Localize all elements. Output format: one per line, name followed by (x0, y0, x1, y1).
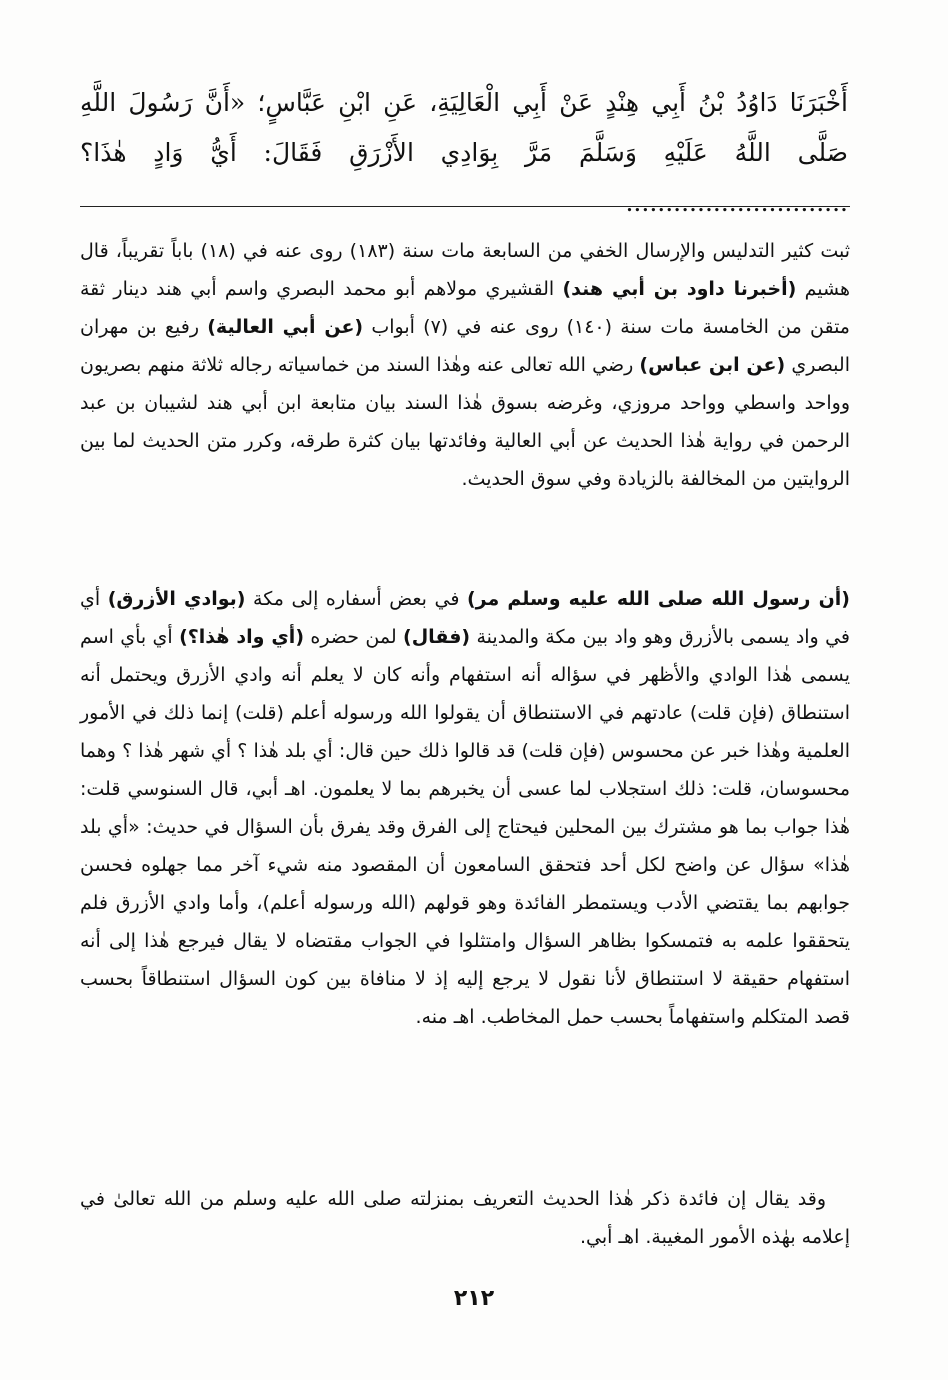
bold-quote: (بوادي الأزرق) (107, 588, 246, 610)
text-run: أي في واد يسمى بالأزرق وهو واد بين مكة والمدينة (80, 588, 851, 648)
text-run: القشيري مولاهم أبو محمد البصري واسم أبي هند دينار ثقة متقن من الخامسة مات سنة (١٤٠) روى عنه في (٧) أبواب (80, 278, 850, 338)
text-run: رضي الله تعالى عنه وهٰذا السند من خماسياته رجاله ثلاثة منهم بصريون وواحد واسطي وواحد مروزي، وغرضه بسوق هٰذا السند بيان متابعة ابن أبي هند لشيبان بن عبد الرحمن في رواية هٰذا الحديث عن أبي العالية وفائدتها بيان كثرة طرقه، وكرر متن الحديث لما بين الروايتين من المخالفة بالزيادة وفي سوق الحديث. (80, 354, 850, 490)
bold-quote: (أخبرنا داود بن أبي هند) (562, 278, 797, 300)
text-run: رفيع بن مهران البصري (80, 316, 850, 376)
page-number: ٢١٢ (453, 1286, 495, 1311)
hadith-body: أَخْبَرَنَا دَاوُدُ بْنُ أَبِي هِنْدٍ عَنْ أَبِي الْعَالِيَةِ، عَنِ ابْنِ عَبَّاسٍ؛ «أَنَّ رَسُولَ اللَّهِ صَلَّى اللَّهُ عَلَيْهِ وَسَلَّمَ مَرَّ بِوَادِي الأَزْرَقِ فَقَالَ: أَيُّ وَادٍ هٰذَا؟ (80, 88, 848, 167)
text-run: ثبت كثير التدليس والإرسال الخفي من السابعة مات سنة (١٨٣) روى عنه في (١٨) باباً تقريباً، قال هشيم (80, 240, 851, 300)
bold-quote: (أن رسول الله صلى الله عليه وسلم مر) (466, 588, 850, 610)
bold-quote: (أي واد هٰذا؟) (179, 626, 304, 648)
text-run: في بعض أسفاره إلى مكة (245, 588, 467, 610)
commentary-paragraph-1 (80, 232, 850, 498)
commentary-paragraph-2 (80, 580, 850, 1036)
commentary-paragraph-3: وقد يقال إن فائدة ذكر هٰذا الحديث التعريف بمنزلته صلى الله عليه وسلم من الله تعالىٰ في إعلامه بهٰذه الأمور المغيبة. اهـ أبي. (80, 1188, 850, 1248)
text-run: أي بأي اسم يسمى هٰذا الوادي والأظهر في سؤاله أنه استفهام وأنه كان لا يعلم أنه وادي الأزرق ويحتمل أنه استنطاق (فإن قلت) عادتهم في الاستنطاق أن يقولوا الله ورسوله أعلم (قلت) إنما ذلك في الأمور العلمية وهٰذا خبر عن محسوس (فإن قلت) قد قالوا ذلك حين قال: أي بلد هٰذا ؟ أي شهر هٰذا ؟ وهما محسوسان، قلت: ذلك استجلاب لما عسى أن يخبرهم بما لا يعلمون. اهـ أبي، قال السنوسي قلت: هٰذا جواب بما هو مشترك بين المحلين فيحتاج إلى الفرق وقد يفرق بأن السؤال في حديث: «أي بلد هٰذا» سؤال عن واضح لكل أحد فتحقق السامعون أن المقصود منه شيء آخر مما جهلوه فحسن جوابهم بما يقتضي الأدب ويستمطر الفائدة وهو قولهم (الله ورسوله أعلم)، وأما وادي الأزرق فلم يتحققوا علمه به فتمسكوا بظاهر السؤال وامتثلوا في الجواب مقتضاه لا يقال فيرجع هٰذا إلى أنه استفهام حقيقة لا استنطاق لأنا نقول لا يرجع إليه إذ لا منافاة بين كون السؤال استنطاقاً بحسب قصد المتكلم واستفهاماً بحسب حمل المخاطب. اهـ منه. (80, 626, 850, 1028)
bold-quote: (عن ابن عباس) (639, 354, 786, 376)
footnote-divider (80, 206, 850, 207)
text-run: لمن حضره (304, 626, 404, 648)
bold-quote: (فقال) (403, 626, 471, 648)
bold-quote: (عن أبي العالية) (207, 316, 364, 338)
hadith-ellipsis: ............................ (625, 188, 848, 217)
